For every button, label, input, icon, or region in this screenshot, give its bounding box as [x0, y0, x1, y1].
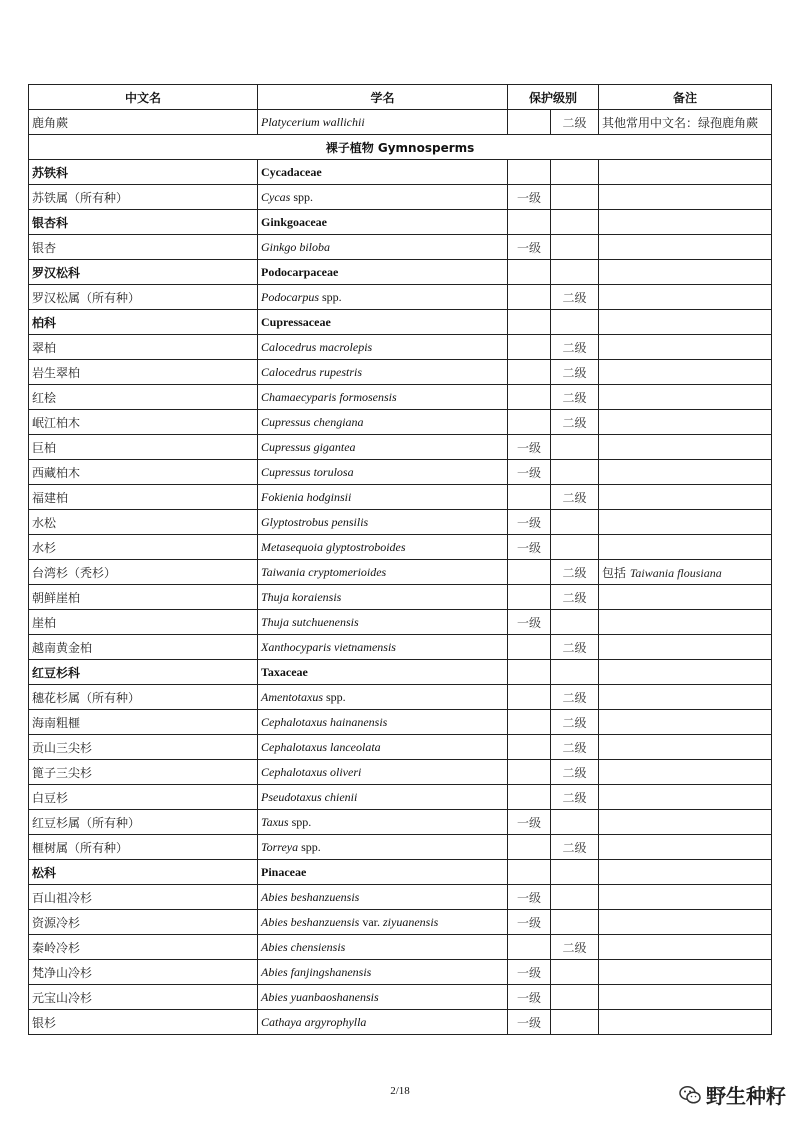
species-table: [28, 84, 772, 1035]
scientific-name-text: Fokienia hodginsii: [261, 489, 352, 504]
family-chinese-name: 红豆杉科: [29, 660, 258, 685]
note-cell: [599, 435, 772, 460]
level-1-cell: 一级: [508, 610, 551, 635]
note-cell: [599, 535, 772, 560]
species-chinese-name: 篦子三尖杉: [29, 760, 258, 785]
scientific-name-text: Abies beshanzuensis: [261, 889, 360, 904]
note-cell: [599, 710, 772, 735]
species-row: [29, 785, 772, 810]
level-1-cell: [508, 485, 551, 510]
species-row: [29, 360, 772, 385]
family-scientific-name: Podocarpaceae: [258, 260, 508, 285]
species-scientific-name: [258, 810, 508, 835]
level-1-cell: [508, 585, 551, 610]
level-1-cell: [508, 710, 551, 735]
scientific-name-text: Pseudotaxus chienii: [261, 789, 358, 804]
note-cell: [599, 360, 772, 385]
species-row: [29, 410, 772, 435]
note-cell: [599, 960, 772, 985]
species-chinese-name: 水杉: [29, 535, 258, 560]
scientific-name-text: Ginkgo biloba: [261, 239, 330, 254]
page-number: 2/18: [390, 1085, 410, 1097]
scientific-name-text: Torreya: [261, 839, 299, 854]
species-chinese-name: 苏铁属（所有种）: [29, 185, 258, 210]
scientific-name-text: Cupressus torulosa: [261, 464, 354, 479]
header-protection-level: 保护级别: [508, 85, 599, 110]
header-scientific-name: 学名: [258, 85, 508, 110]
level-1-cell: [508, 660, 551, 685]
level-2-cell: 二级: [551, 485, 599, 510]
species-row: [29, 285, 772, 310]
species-chinese-name: 秦岭冷杉: [29, 935, 258, 960]
level-2-cell: [551, 860, 599, 885]
level-1-cell: 一级: [508, 435, 551, 460]
note-cell: [599, 585, 772, 610]
family-chinese-name: 罗汉松科: [29, 260, 258, 285]
level-2-cell: [551, 185, 599, 210]
species-row: [29, 610, 772, 635]
species-scientific-name: [258, 285, 508, 310]
note-cell: [599, 660, 772, 685]
level-2-cell: 二级: [551, 410, 599, 435]
level-2-cell: [551, 985, 599, 1010]
species-scientific-name: [258, 610, 508, 635]
watermark-text: 野生种籽: [706, 1084, 786, 1108]
level-1-cell: [508, 260, 551, 285]
level-2-cell: 二级: [551, 685, 599, 710]
species-row: [29, 485, 772, 510]
species-chinese-name: 红豆杉属（所有种）: [29, 810, 258, 835]
scientific-name-text: Chamaecyparis formosensis: [261, 389, 397, 404]
header-chinese-name: 中文名: [29, 85, 258, 110]
level-2-cell: [551, 260, 599, 285]
level-1-cell: [508, 785, 551, 810]
species-chinese-name: 罗汉松属（所有种）: [29, 285, 258, 310]
level-1-cell: [508, 310, 551, 335]
note-prefix: 包括: [602, 565, 630, 580]
species-row: [29, 810, 772, 835]
level-1-cell: 一级: [508, 185, 551, 210]
scientific-name-text: Thuja sutchuenensis: [261, 614, 359, 629]
level-2-cell: [551, 810, 599, 835]
species-scientific-name: [258, 410, 508, 435]
species-scientific-name: [258, 785, 508, 810]
level-2-cell: [551, 660, 599, 685]
scientific-name-qualifier: spp.: [288, 814, 312, 829]
species-scientific-name: [258, 510, 508, 535]
level-1-cell: [508, 685, 551, 710]
level-1-cell: 一级: [508, 985, 551, 1010]
family-row: [29, 310, 772, 335]
species-chinese-name: 元宝山冷杉: [29, 985, 258, 1010]
note-cell: [599, 935, 772, 960]
species-scientific-name: [258, 635, 508, 660]
species-row: [29, 735, 772, 760]
species-row: [29, 385, 772, 410]
scientific-name-qualifier: var.: [359, 914, 383, 929]
level-2-cell: [551, 610, 599, 635]
watermark: [678, 1080, 786, 1109]
species-chinese-name: 翠柏: [29, 335, 258, 360]
scientific-name-text: Calocedrus rupestris: [261, 364, 363, 379]
level-1-cell: [508, 635, 551, 660]
level-1-cell: 一级: [508, 810, 551, 835]
species-scientific-name: [258, 385, 508, 410]
species-chinese-name: 朝鲜崖柏: [29, 585, 258, 610]
species-row: [29, 910, 772, 935]
level-1-cell: [508, 760, 551, 785]
level-2-cell: [551, 960, 599, 985]
note-cell: [599, 610, 772, 635]
species-row: [29, 460, 772, 485]
note-cell: [599, 510, 772, 535]
family-row: [29, 160, 772, 185]
species-chinese-name: 穗花杉属（所有种）: [29, 685, 258, 710]
level-2-cell: 二级: [551, 785, 599, 810]
species-scientific-name: [258, 435, 508, 460]
note-cell: [599, 685, 772, 710]
species-scientific-name: [258, 835, 508, 860]
level-2-cell: [551, 910, 599, 935]
table-header-row: [29, 85, 772, 110]
family-row: [29, 210, 772, 235]
note-cell: [599, 185, 772, 210]
family-chinese-name: 柏科: [29, 310, 258, 335]
level-1-cell: [508, 385, 551, 410]
species-chinese-name: 岷江柏木: [29, 410, 258, 435]
scientific-name-qualifier: spp.: [319, 289, 342, 304]
note-cell: [599, 860, 772, 885]
species-scientific-name: [258, 910, 508, 935]
scientific-name-text: Calocedrus macrolepis: [261, 339, 373, 354]
species-row: [29, 685, 772, 710]
note-cell: [599, 310, 772, 335]
wechat-logo-icon: [678, 1083, 702, 1107]
family-row: [29, 860, 772, 885]
scientific-name-qualifier: spp.: [323, 689, 346, 704]
note-cell: [599, 335, 772, 360]
scientific-name-text: Taiwania cryptomerioides: [261, 564, 387, 579]
level-2-cell: 二级: [551, 760, 599, 785]
scientific-name-text: Cephalotaxus lanceolata: [261, 739, 381, 754]
species-row: [29, 835, 772, 860]
note-cell: [599, 385, 772, 410]
scientific-name-text: Cathaya argyrophylla: [261, 1014, 367, 1029]
level-2-cell: [551, 310, 599, 335]
species-row: [29, 335, 772, 360]
level-2-cell: [551, 235, 599, 260]
species-chinese-name: 崖柏: [29, 610, 258, 635]
species-row: [29, 935, 772, 960]
species-row: [29, 510, 772, 535]
species-scientific-name: [258, 935, 508, 960]
species-row: [29, 110, 772, 135]
family-chinese-name: 松科: [29, 860, 258, 885]
note-text: 其他常用中文名：绿孢鹿角蕨: [602, 115, 759, 130]
note-cell: [599, 260, 772, 285]
species-chinese-name: 鹿角蕨: [29, 110, 258, 135]
species-scientific-name: [258, 985, 508, 1010]
species-scientific-name: [258, 235, 508, 260]
scientific-name-text: Cephalotaxus hainanensis: [261, 714, 388, 729]
scientific-name-text: Metasequoia glyptostroboides: [261, 539, 406, 554]
level-1-cell: [508, 285, 551, 310]
family-scientific-name: Ginkgoaceae: [258, 210, 508, 235]
species-scientific-name: [258, 560, 508, 585]
note-scientific-name: Taiwania flousiana: [629, 565, 722, 580]
level-2-cell: 二级: [551, 110, 599, 135]
note-cell: [599, 460, 772, 485]
level-2-cell: 二级: [551, 635, 599, 660]
scientific-name-text: Amentotaxus: [261, 689, 323, 704]
note-cell: [599, 985, 772, 1010]
level-2-cell: 二级: [551, 385, 599, 410]
species-chinese-name: 榧树属（所有种）: [29, 835, 258, 860]
level-1-cell: [508, 210, 551, 235]
table-body: [29, 110, 772, 1035]
level-2-cell: 二级: [551, 835, 599, 860]
scientific-name-text: Xanthocyparis vietnamensis: [261, 639, 396, 654]
level-2-cell: [551, 435, 599, 460]
species-scientific-name: [258, 485, 508, 510]
level-1-cell: [508, 835, 551, 860]
species-row: [29, 760, 772, 785]
note-cell: [599, 210, 772, 235]
species-scientific-name: [258, 960, 508, 985]
family-scientific-name: Pinaceae: [258, 860, 508, 885]
scientific-name-text: Taxus: [261, 814, 289, 829]
family-row: [29, 660, 772, 685]
level-1-cell: 一级: [508, 460, 551, 485]
scientific-name-qualifier: spp.: [290, 189, 313, 204]
species-chinese-name: 水松: [29, 510, 258, 535]
level-2-cell: 二级: [551, 710, 599, 735]
level-2-cell: [551, 460, 599, 485]
scientific-name-text: Podocarpus: [261, 289, 319, 304]
species-row: [29, 985, 772, 1010]
note-cell: [599, 760, 772, 785]
species-row: [29, 235, 772, 260]
family-row: [29, 260, 772, 285]
note-cell: [599, 835, 772, 860]
level-1-cell: [508, 110, 551, 135]
family-scientific-name: Taxaceae: [258, 660, 508, 685]
species-chinese-name: 百山祖冷杉: [29, 885, 258, 910]
species-scientific-name: [258, 535, 508, 560]
species-scientific-name: [258, 735, 508, 760]
section-header-row: [29, 135, 772, 160]
scientific-name-text: Glyptostrobus pensilis: [261, 514, 369, 529]
level-2-cell: 二级: [551, 360, 599, 385]
scientific-name-text: Cupressus chengiana: [261, 414, 364, 429]
family-scientific-name: Cycadaceae: [258, 160, 508, 185]
level-2-cell: [551, 160, 599, 185]
scientific-name-text: Abies fanjingshanensis: [261, 964, 372, 979]
species-chinese-name: 银杏: [29, 235, 258, 260]
species-chinese-name: 红桧: [29, 385, 258, 410]
species-scientific-name: [258, 685, 508, 710]
species-chinese-name: 巨柏: [29, 435, 258, 460]
species-row: [29, 585, 772, 610]
species-row: [29, 960, 772, 985]
note-cell: [599, 410, 772, 435]
note-cell: [599, 635, 772, 660]
species-row: [29, 635, 772, 660]
scientific-name-qualifier: spp.: [298, 839, 321, 854]
note-cell: [599, 810, 772, 835]
level-1-cell: [508, 935, 551, 960]
level-1-cell: [508, 860, 551, 885]
level-1-cell: 一级: [508, 510, 551, 535]
note-cell: [599, 785, 772, 810]
species-scientific-name: [258, 460, 508, 485]
scientific-name-infraspecific: ziyuanensis: [383, 914, 439, 929]
scientific-name-text: Cupressus gigantea: [261, 439, 356, 454]
species-row: [29, 1010, 772, 1035]
level-2-cell: 二级: [551, 560, 599, 585]
level-1-cell: 一级: [508, 910, 551, 935]
species-chinese-name: 梵净山冷杉: [29, 960, 258, 985]
level-2-cell: 二级: [551, 735, 599, 760]
level-2-cell: [551, 1010, 599, 1035]
species-chinese-name: 台湾杉（秃杉）: [29, 560, 258, 585]
note-cell: [599, 885, 772, 910]
species-chinese-name: 资源冷杉: [29, 910, 258, 935]
level-1-cell: [508, 160, 551, 185]
level-2-cell: [551, 510, 599, 535]
scientific-name-text: Abies chensiensis: [261, 939, 346, 954]
section-title: 裸子植物 Gymnosperms: [29, 135, 772, 160]
scientific-name-text: Cycas: [261, 189, 291, 204]
species-chinese-name: 岩生翠柏: [29, 360, 258, 385]
level-2-cell: 二级: [551, 335, 599, 360]
level-1-cell: 一级: [508, 885, 551, 910]
species-chinese-name: 白豆杉: [29, 785, 258, 810]
species-row: [29, 710, 772, 735]
level-1-cell: 一级: [508, 1010, 551, 1035]
note-cell: [599, 735, 772, 760]
level-1-cell: [508, 735, 551, 760]
note-cell: [599, 1010, 772, 1035]
note-cell: [599, 235, 772, 260]
level-1-cell: [508, 335, 551, 360]
species-scientific-name: [258, 110, 508, 135]
note-cell: [599, 910, 772, 935]
scientific-name-text: Platycerium wallichii: [261, 114, 365, 129]
species-chinese-name: 银杉: [29, 1010, 258, 1035]
species-row: [29, 535, 772, 560]
species-row: [29, 185, 772, 210]
level-2-cell: [551, 535, 599, 560]
scientific-name-text: Cephalotaxus oliveri: [261, 764, 362, 779]
header-notes: 备注: [599, 85, 772, 110]
family-chinese-name: 银杏科: [29, 210, 258, 235]
species-scientific-name: [258, 885, 508, 910]
species-chinese-name: 福建柏: [29, 485, 258, 510]
scientific-name-text: Abies yuanbaoshanensis: [261, 989, 379, 1004]
note-cell: [599, 160, 772, 185]
species-scientific-name: [258, 760, 508, 785]
level-1-cell: [508, 560, 551, 585]
note-cell: [599, 485, 772, 510]
family-scientific-name: Cupressaceae: [258, 310, 508, 335]
level-2-cell: 二级: [551, 935, 599, 960]
level-1-cell: 一级: [508, 235, 551, 260]
species-chinese-name: 西藏柏木: [29, 460, 258, 485]
species-scientific-name: [258, 360, 508, 385]
species-scientific-name: [258, 335, 508, 360]
species-row: [29, 560, 772, 585]
species-scientific-name: [258, 1010, 508, 1035]
species-chinese-name: 贡山三尖杉: [29, 735, 258, 760]
species-row: [29, 435, 772, 460]
note-cell: [599, 110, 772, 135]
level-1-cell: 一级: [508, 535, 551, 560]
species-scientific-name: [258, 710, 508, 735]
family-chinese-name: 苏铁科: [29, 160, 258, 185]
level-2-cell: [551, 885, 599, 910]
level-2-cell: 二级: [551, 285, 599, 310]
note-cell: [599, 560, 772, 585]
level-1-cell: [508, 360, 551, 385]
species-chinese-name: 海南粗榧: [29, 710, 258, 735]
scientific-name-text: Thuja koraiensis: [261, 589, 342, 604]
species-row: [29, 885, 772, 910]
level-1-cell: [508, 410, 551, 435]
species-scientific-name: [258, 185, 508, 210]
species-chinese-name: 越南黄金柏: [29, 635, 258, 660]
scientific-name-text: Abies beshanzuensis: [261, 914, 360, 929]
level-2-cell: 二级: [551, 585, 599, 610]
species-scientific-name: [258, 585, 508, 610]
level-2-cell: [551, 210, 599, 235]
level-1-cell: 一级: [508, 960, 551, 985]
note-cell: [599, 285, 772, 310]
